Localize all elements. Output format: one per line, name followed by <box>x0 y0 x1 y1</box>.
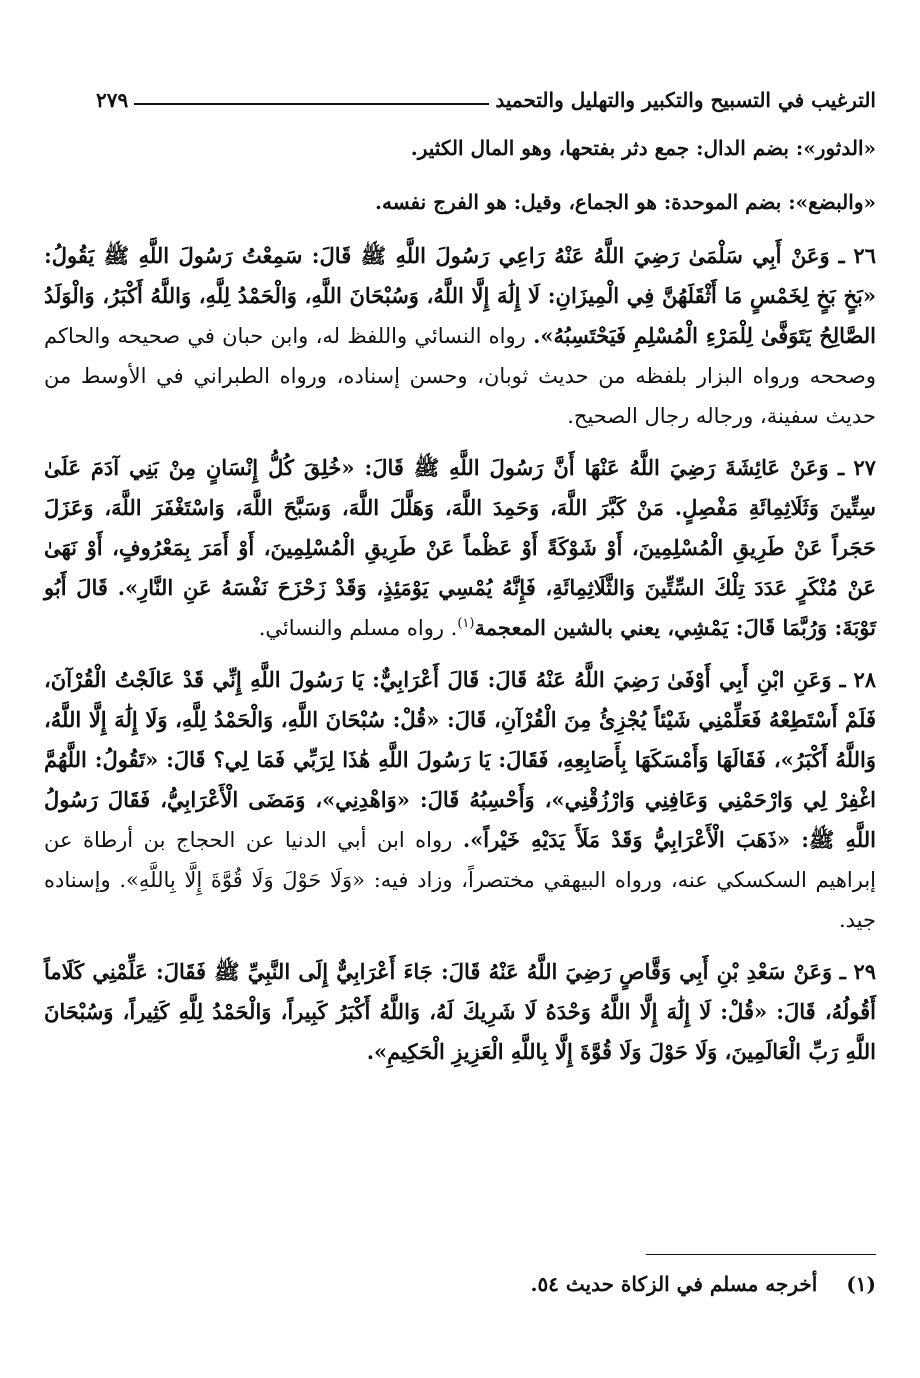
page-number: ٢٧٩ <box>96 88 129 112</box>
hadith-27 <box>44 448 876 648</box>
footnote-divider <box>646 1254 876 1255</box>
hadith-source-note: رواه ابن أبي الدنيا عن الحجاج بن أرطاة عن إبراهيم السكسكي عنه، ورواه البيهقي مختصراً، وزاد فيه: «وَلَا حَوْلَ وَلَا قُوَّةَ إِلَّا بِاللَّهِ». وإسناده جيد. <box>44 828 876 932</box>
gloss-dathur: «الدثور»: بضم الدال: جمع دثر بفتحها، وهو المال الكثير. <box>410 136 876 160</box>
header-rule <box>134 103 489 105</box>
hadith-separator: ـ <box>839 667 846 692</box>
hadith-text: وَعَنْ أَبِي سَلْمَىٰ رَضِيَ اللَّهُ عَنْهُ رَاعِي رَسُولَ اللَّهِ ﷺ قَالَ: سَمِعْتُ رَسُولَ اللَّهِ ﷺ يَقُولُ: «بَخٍ بَخٍ لِخَمْسٍ مَا أَثْقَلَهُنَّ فِي الْمِيزَانِ: لَا إِلَٰهَ إِلَّا اللَّهُ، وَسُبْحَانَ اللَّهِ، وَالْحَمْدُ لِلَّهِ، وَاللَّهُ أَكْبَرُ، وَالْوَلَدُ الصَّالِحُ يَتَوَفَّىٰ لِلْمَرْءِ الْمُسْلِمِ فَيَحْتَسِبُهُ». <box>44 243 876 348</box>
footnote-number: (١) <box>846 1272 876 1296</box>
hadith-26 <box>44 236 876 436</box>
running-header <box>96 76 876 112</box>
chapter-title: الترغيب في التسبيح والتكبير والتهليل والتحميد <box>495 88 876 112</box>
hadith-text: وَعَنْ سَعْدِ بْنِ أَبِي وَقَّاصٍ رَضِيَ اللَّهُ عَنْهُ قَالَ: جَاءَ أَعْرَابِيٌّ إِلَى النَّبِيِّ ﷺ فَقَالَ: عَلِّمْنِي كَلَاماً أَقُولُهُ، قَالَ: «قُلْ: لَا إِلَٰهَ إِلَّا اللَّهُ وَحْدَهُ لَا شَرِيكَ لَهُ، وَاللَّهُ أَكْبَرُ كَبِيراً، وَالْحَمْدُ لِلَّهِ كَثِيراً، وَسُبْحَانَ اللَّهِ رَبِّ الْعَالَمِينَ، وَلَا حَوْلَ وَلَا قُوَّةَ إِلَّا بِاللَّهِ الْعَزِيزِ الْحَكِيمِ». <box>44 959 877 1064</box>
hadith-source-note: رواه النسائي واللفظ له، وابن حبان في صحيحه والحاكم وصححه ورواه البزار بلفظه من حديث ثوبان، وحسن إسناده، ورواه الطبراني في الأوسط من حديث سفينة، ورجاله رجال الصحيح. <box>44 324 876 428</box>
main-text <box>44 128 876 1084</box>
hadith-number: ٢٦ <box>853 243 876 268</box>
hadith-separator: ـ <box>839 959 846 984</box>
hadith-source-note: . رواه مسلم والنسائي. <box>258 616 458 640</box>
footnote-text: أخرجه مسلم في الزكاة حديث ٥٤. <box>530 1272 818 1296</box>
hadith-29 <box>44 952 876 1072</box>
hadith-number: ٢٩ <box>853 959 877 984</box>
gloss-budh: «والبضع»: بضم الموحدة: هو الجماع، وقيل: هو الفرج نفسه. <box>375 190 876 214</box>
hadith-separator: ـ <box>837 455 845 480</box>
hadith-separator: ـ <box>838 243 845 268</box>
footnote-marker[interactable]: (١) <box>457 616 475 631</box>
hadith-28 <box>44 660 876 940</box>
hadith-text: وَعَنِ ابْنِ أَبِي أَوْفَىٰ رَضِيَ اللَّهُ عَنْهُ قَالَ: قَالَ أَعْرَابِيٌّ: يَا رَسُولَ اللَّهِ إِنِّي قَدْ عَالَجْتُ الْقُرْآنَ، فَلَمْ أَسْتَطِعْهُ فَعَلِّمْنِي شَيْئاً يُجْزِئُ مِنَ الْقُرْآنِ، قَالَ: «قُلْ: سُبْحَانَ اللَّهِ، وَالْحَمْدُ لِلَّهِ، وَلَا إِلَٰهَ إِلَّا اللَّهُ، وَاللَّهُ أَكْبَرُ»، فَقَالَهَا وَأَمْسَكَهَا بِأَصَابِعِهِ، فَقَالَ: يَا رَسُولَ اللَّهِ هَٰذَا لِرَبِّي فَمَا لِي؟ قَالَ: «تَقُولُ: اللَّهُمَّ اغْفِرْ لِي وَارْحَمْنِي وَعَافِنِي وَارْزُقْنِي»، وَأَحْسِبُهُ قَالَ: «وَاهْدِنِي»، وَمَضَى الْأَعْرَابِيُّ، فَقَالَ رَسُولُ اللَّهِ ﷺ: «ذَهَبَ الْأَعْرَابِيُّ وَقَدْ مَلَأَ يَدَيْهِ خَيْراً». <box>44 667 876 852</box>
hadith-text: وَعَنْ عَائِشَةَ رَضِيَ اللَّهُ عَنْهَا أَنَّ رَسُولَ اللَّهِ ﷺ قَالَ: «خُلِقَ كُلُّ إِنْسَانٍ مِنْ بَنِي آدَمَ عَلَىٰ سِتِّينَ وَثَلَاثِمِائَةِ مَفْصِلٍ. مَنْ كَبَّرَ اللَّهَ، وَحَمِدَ اللَّهَ، وَهَلَّلَ اللَّهَ، وَسَبَّحَ اللَّهَ، وَاسْتَغْفَرَ اللَّهَ، وَعَزَلَ حَجَراً عَنْ طَرِيقِ الْمُسْلِمِينَ، أَوْ شَوْكَةً أَوْ عَظْماً عَنْ طَرِيقِ الْمُسْلِمِينَ، أَوْ أَمَرَ بِمَعْرُوفٍ، أَوْ نَهَىٰ عَنْ مُنْكَرٍ عَدَدَ تِلْكَ السِّتِّينَ وَالثَّلَاثِمِائَةِ، فَإِنَّهُ يُمْسِي يَوْمَئِذٍ، وَقَدْ زَحْزَحَ نَفْسَهُ عَنِ النَّارِ». قَالَ أَبُو تَوْبَةَ: وَرُبَّمَا قَالَ: يَمْشِي، يعني بالشين المعجمة <box>44 455 876 640</box>
hadith-number: ٢٨ <box>853 667 877 692</box>
hadith-number: ٢٧ <box>853 455 876 480</box>
footnote <box>44 1268 876 1300</box>
